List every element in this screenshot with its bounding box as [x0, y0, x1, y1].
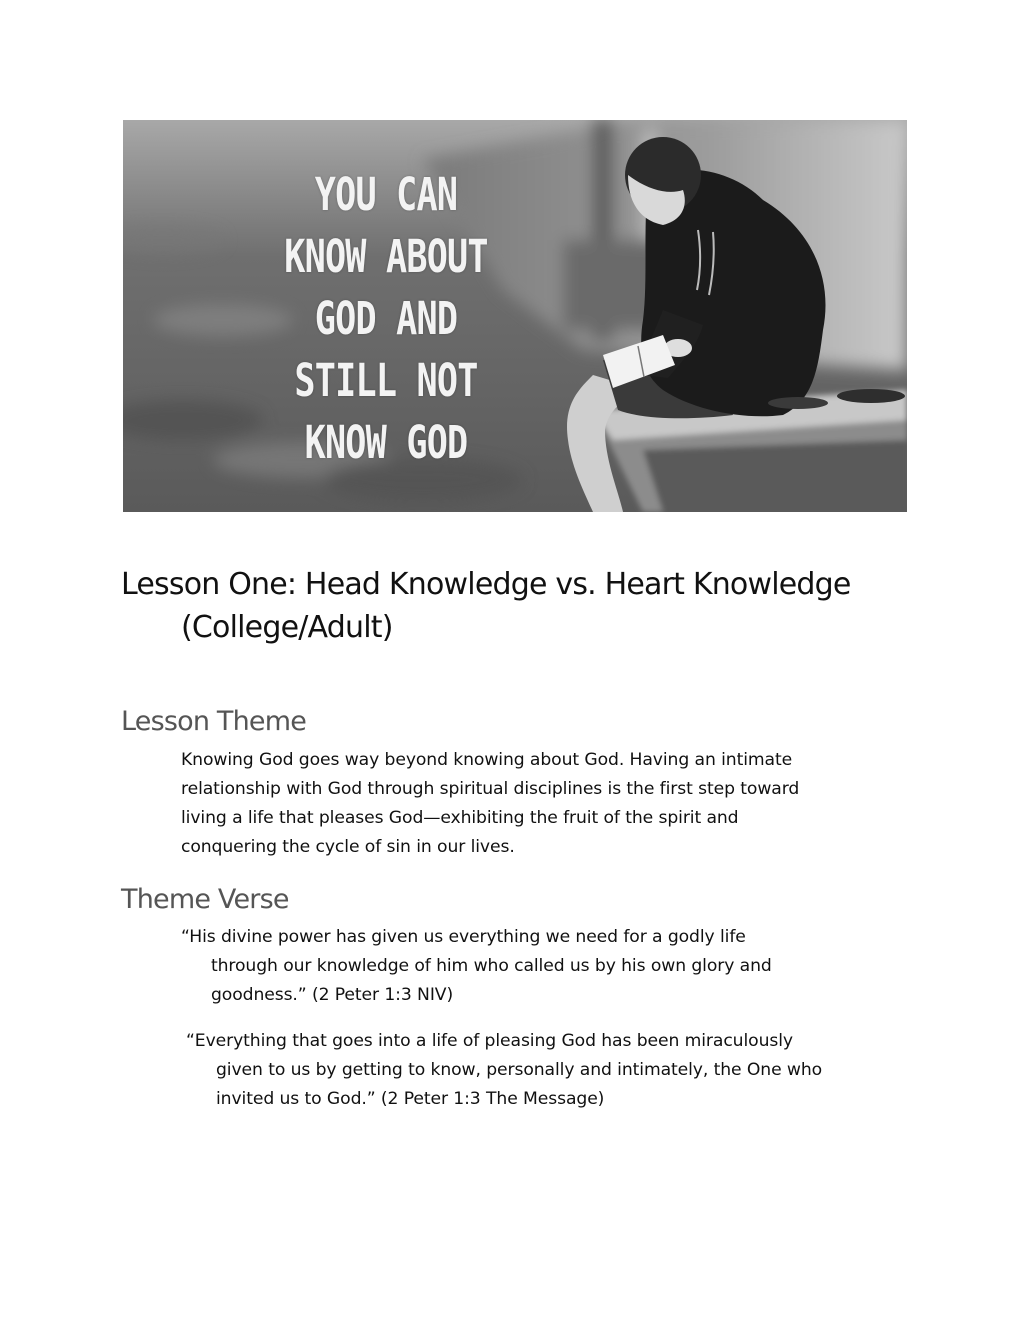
- verse-line: given to us by getting to know, personally and intimately, the One who: [216, 1060, 823, 1080]
- hero-caption-line: STILL NOT: [294, 354, 478, 407]
- hero-caption-line: KNOW GOD: [304, 416, 468, 469]
- lesson-title-audience: (College/Adult): [181, 610, 393, 645]
- theme-verse-heading: Theme Verse: [121, 884, 289, 915]
- verse-line: invited us to God.” (2 Peter 1:3 The Message): [216, 1089, 605, 1109]
- verse-line: “His divine power has given us everything we need for a godly life: [181, 927, 746, 947]
- verse-line: “Everything that goes into a life of pleasing God has been miraculously: [186, 1031, 793, 1051]
- paragraph-line: conquering the cycle of sin in our lives.: [181, 837, 515, 857]
- verse-line: through our knowledge of him who called us by his own glory and: [211, 956, 772, 976]
- hero-caption: [284, 164, 488, 474]
- paragraph-line: living a life that pleases God—exhibiting the fruit of the spirit and: [181, 808, 739, 828]
- hero-caption-line: YOU CAN: [314, 168, 458, 221]
- hero-caption-line: GOD AND: [314, 292, 458, 345]
- hero-caption-line: KNOW ABOUT: [284, 230, 488, 283]
- paragraph-line: Knowing God goes way beyond knowing about God. Having an intimate: [181, 750, 793, 770]
- lesson-theme-text: [181, 746, 881, 862]
- hero-photo-illustration: [123, 120, 907, 512]
- verse-line: goodness.” (2 Peter 1:3 NIV): [211, 985, 454, 1005]
- paragraph-line: relationship with God through spiritual disciplines is the first step toward: [181, 779, 800, 799]
- lesson-title: [121, 563, 921, 649]
- lesson-title-main: Lesson One: Head Knowledge vs. Heart Knowledge: [121, 567, 851, 602]
- hero-image: [123, 120, 907, 512]
- verse-niv: [181, 923, 901, 1010]
- verse-message: [186, 1027, 906, 1114]
- lesson-theme-heading: Lesson Theme: [121, 706, 307, 737]
